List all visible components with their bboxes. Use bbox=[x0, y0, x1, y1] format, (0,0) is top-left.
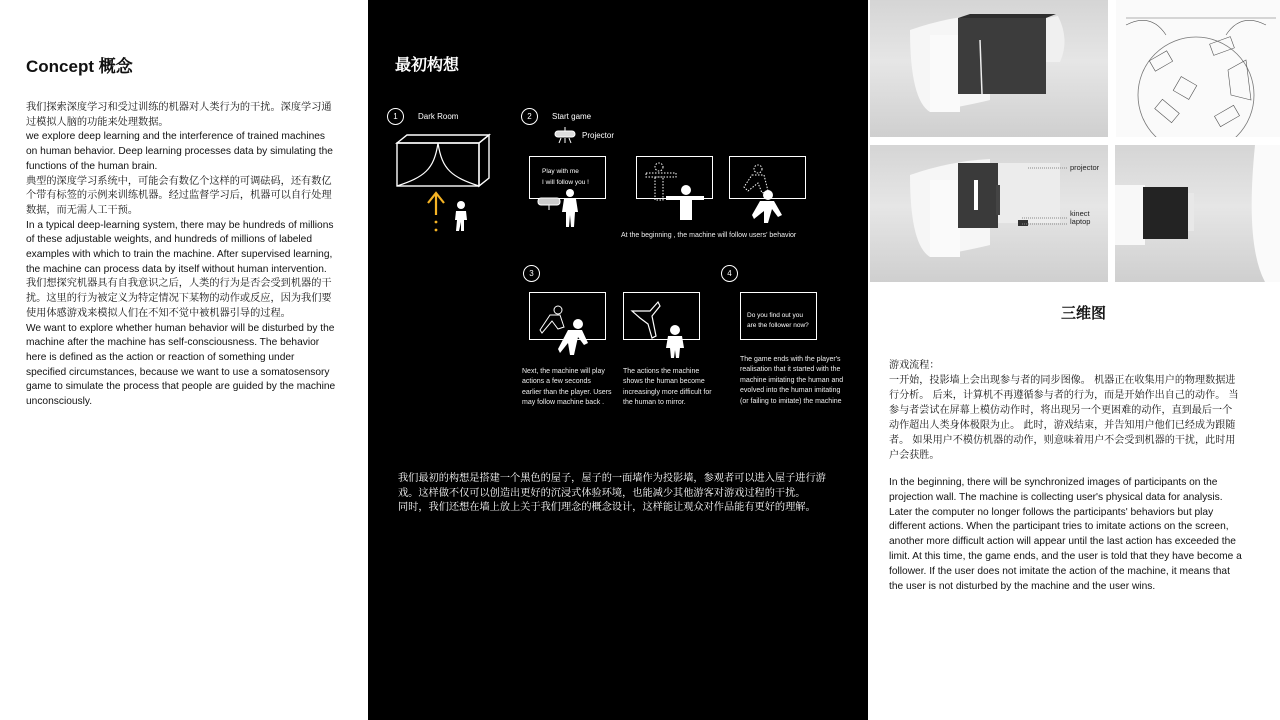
game-flow-heading: 游戏流程： bbox=[889, 360, 940, 371]
step-1-number: 1 bbox=[387, 108, 404, 125]
screen-text-line: Play with me bbox=[542, 168, 579, 175]
3d-view-title: 三维图 bbox=[1061, 304, 1107, 322]
game-flow-cn bbox=[889, 358, 1239, 463]
concept-title: Concept 概念 bbox=[26, 57, 133, 76]
running-figures-icon bbox=[538, 305, 608, 360]
kinect-and-person-icon bbox=[538, 190, 598, 230]
concept-paragraph: In a typical deep-learning system, there may be hundreds of millions of these adjustable weights, and hundreds of millions of labeled examples with which to train the machine. After supervised learning, the machine can process data by itself without human intervention. bbox=[26, 219, 334, 275]
screen-text-line: I will follow you ! bbox=[542, 179, 589, 186]
screen-text-line: Do you find out you bbox=[747, 312, 804, 319]
walking-pose-figures-icon bbox=[738, 163, 798, 228]
person-walking-icon bbox=[452, 200, 470, 232]
step-3-caption-1: Next, the machine will play actions a few seconds earlier than the player. Users may follow machine back . bbox=[522, 368, 612, 407]
mirror-pose-figures-icon bbox=[644, 160, 714, 230]
kinect-callout-label: kinect bbox=[1070, 209, 1090, 218]
step-1-label: Dark Room bbox=[418, 112, 459, 121]
concept-paragraph: 典型的深度学习系统中，可能会有数亿个这样的可调砝码，还有数亿个带有标签的示例来训练机器。经过监督学习后，机器可以自行处理数据，而无需人工干预。 bbox=[26, 175, 332, 216]
kick-pose-figures-icon bbox=[630, 296, 700, 361]
initial-concept-title: 最初构想 bbox=[395, 55, 460, 74]
concept-paragraph: 我们想探究机器具有自我意识之后，人类的行为是否会受到机器的干扰。这里的行为被定义为特定情况下某物的动作或反应，因为我们要使用体感游戏来模拟人们在不知不觉中被机器引导的过程。 bbox=[26, 278, 332, 319]
game-flow-en-body: In the beginning, there will be synchronized images of participants on the projection wall. The machine is collecting user's physical data for analysis. Later the computer no longer follows the participants' behaviors but play different actions. When the participant tries to imitate actions on the screen, another more difficult action will appear until the last action has exceeded the limit. At this time, the game ends, and the user is told that they have become a follower. If the user does not imitate the action of the machine, it means that the user is not disturbed by the machine and the user wins. bbox=[889, 477, 1242, 592]
step-3-number: 3 bbox=[523, 265, 540, 282]
concept-paragraph: 我们探索深度学习和受过训练的机器对人类行为的干扰。深度学习通过模拟人脑的功能来处理数据。 bbox=[26, 102, 332, 128]
concept-body bbox=[26, 101, 336, 410]
projector-icon bbox=[554, 127, 576, 147]
render-side-view bbox=[1115, 145, 1280, 282]
laptop-callout-label: laptop bbox=[1070, 217, 1091, 226]
render-installation-labeled bbox=[870, 145, 1108, 282]
step-2-caption: At the beginning , the machine will follow users' behavior bbox=[621, 232, 797, 239]
step-4-number: 4 bbox=[721, 265, 738, 282]
game-flow-cn-body: 一开始，投影墙上会出现参与者的同步图像。 机器正在收集用户的物理数据进行分析。 后来，计算机不再遵循参与者的行为，而是开始作出自己的动作。 当参与者尝试在屏幕上模仿动作时，将出现另一个更困难的动作，直到最后一个动作超出人类身体极限为止。 此时，游戏结束，并告知用户他们已经成为跟随者。 如果用户不模仿机器的动作，则意味着用户不会受到机器的干扰，此时用户会获胜。 bbox=[889, 375, 1239, 461]
step-2-number: 2 bbox=[521, 108, 538, 125]
initial-concept-panel bbox=[368, 0, 868, 720]
projector-callout-label: projector bbox=[1070, 163, 1100, 172]
initial-concept-paragraph: 同时，我们还想在墙上放上关于我们理念的概念设计，这样能让观众对作品能有更好的理解。 bbox=[398, 502, 816, 514]
screen-text-line: are the follower now? bbox=[747, 322, 809, 329]
screen-follower-question bbox=[740, 292, 817, 340]
initial-concept-body bbox=[398, 472, 828, 516]
step-4-caption: The game ends with the player's realisation that it started with the machine imitating the human and evolved into the human imitating (or failing to imitate) the machine bbox=[740, 356, 844, 405]
step-3-caption-2: The actions the machine shows the human become increasingly more difficult for the human to mirror. bbox=[623, 368, 712, 407]
concept-panel bbox=[0, 0, 368, 720]
step-2-label: Start game bbox=[552, 112, 592, 121]
floor-plan-drawing bbox=[1116, 0, 1280, 137]
projector-label: Projector bbox=[582, 131, 615, 140]
arrow-up-icon bbox=[426, 190, 446, 235]
concept-paragraph: We want to explore whether human behavior will be disturbed by the machine after the machine has self-consciousness. The behavior here is defined as the action or reaction of something under specified circumstances, because we want to use a somatosensory game to simulate the process that people are guided by the machine unconsciously. bbox=[26, 322, 336, 408]
3d-view-panel bbox=[868, 0, 1280, 720]
initial-concept-paragraph: 我们最初的构想是搭建一个黑色的屋子，屋子的一面墙作为投影墙，参观者可以进入屋子进行游戏。这样做不仅可以创造出更好的沉浸式体验环境，也能减少其他游客对游戏过程的干扰。 bbox=[398, 473, 826, 499]
render-black-cube bbox=[870, 0, 1108, 137]
concept-paragraph: we explore deep learning and the interference of trained machines on human behavior. Deep learning processes data by simulating the functions of the human brain. bbox=[26, 131, 333, 172]
